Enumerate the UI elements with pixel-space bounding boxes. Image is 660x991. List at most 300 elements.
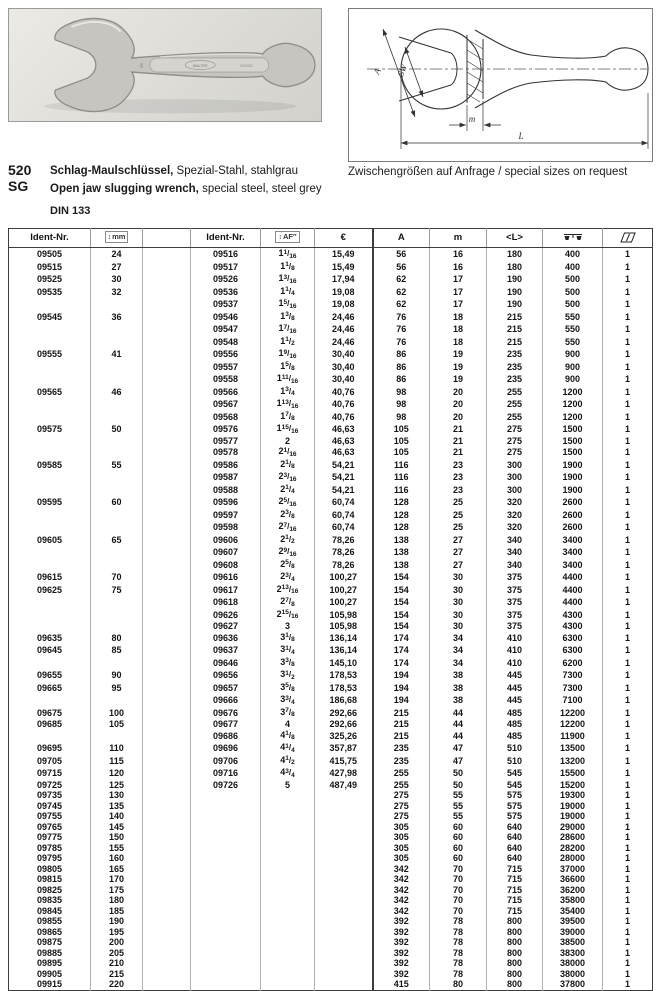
cell-spacer [143,927,191,938]
cell-ident-mm: 09735 [9,790,91,801]
cell-weight-g: 1500 [543,446,603,459]
cell-length: 715 [487,906,543,917]
cell-pack-qty: 1 [624,811,630,821]
table-row [9,742,653,755]
table-row [9,657,653,670]
cell-length: 445 [487,669,543,682]
cell-size-inch: 3$^1$/2 [261,669,315,682]
cell-dim-m: 21 [430,423,487,436]
size-mm-unit-box [105,231,129,243]
table-row [9,948,653,959]
cell-length: 485 [487,730,543,743]
cell-size-inch: 5 [261,780,315,791]
cell-pack-qty: 1 [624,790,630,800]
cell-price-eur: 105,98 [315,609,373,622]
cell-ident-mm: 09825 [9,885,91,896]
cell-spacer [143,521,191,534]
cell-pack-qty: 1 [624,755,630,766]
cell-ident-mm [9,446,91,459]
cell-dim-a: 105 [373,423,430,436]
cell-ident-inch: 09536 [191,286,261,299]
cell-ident-inch: 09587 [191,471,261,484]
cell-ident-inch [191,790,261,801]
cell-ident-inch: 09548 [191,336,261,349]
cell-pack-qty: 1 [624,707,630,718]
cell-length: 275 [487,446,543,459]
cell-size-inch: 2$^5$/16 [261,496,315,509]
cell-pack-qty: 1 [624,779,630,790]
cell-dim-m: 25 [430,521,487,534]
cell-ident-mm [9,559,91,572]
cell-price-eur: 325,26 [315,730,373,743]
cell-size-mm [91,509,143,522]
cell-size-mm: 65 [91,534,143,547]
table-row [9,509,653,522]
cell-size-mm: 215 [91,969,143,980]
cell-price-eur [315,916,373,927]
cell-size-mm: 200 [91,937,143,948]
cell-size-inch [261,843,315,854]
cell-dim-a: 76 [373,323,430,336]
cell-length: 485 [487,707,543,720]
dim-label-m: m [468,114,476,124]
table-row [9,261,653,274]
cell-dim-m: 27 [430,534,487,547]
header-price-eur: € [315,229,373,248]
cell-dim-a: 154 [373,596,430,609]
cell-ident-inch: 09598 [191,521,261,534]
cell-weight-g: 1500 [543,436,603,447]
cell-dim-a: 62 [373,286,430,299]
cell-size-mm: 27 [91,261,143,274]
header-ident-mm: Ident-Nr. [9,229,91,248]
cell-size-mm: 145 [91,822,143,833]
cell-length: 575 [487,790,543,801]
table-row [9,843,653,854]
cell-ident-mm [9,657,91,670]
product-title-en [50,180,322,198]
cell-dim-m: 20 [430,398,487,411]
cell-pack-qty: 1 [624,274,630,284]
cell-dim-a: 275 [373,811,430,822]
cell-size-inch: 1$^5$/16 [261,298,315,311]
table-row [9,496,653,509]
header-weight [543,229,603,248]
cell-ident-inch: 09626 [191,609,261,622]
cell-ident-mm: 09895 [9,958,91,969]
cell-dim-m: 17 [430,273,487,286]
cell-weight-g: 400 [543,248,603,261]
cell-spacer [143,398,191,411]
header-size-mm [91,229,143,248]
cell-price-eur [315,822,373,833]
cell-ident-inch: 09526 [191,273,261,286]
cell-size-inch [261,895,315,906]
cell-price-eur: 136,14 [315,632,373,645]
cell-dim-m: 50 [430,767,487,780]
cell-dim-a: 138 [373,546,430,559]
dimension-drawing [348,8,653,162]
cell-ident-inch [191,948,261,959]
cell-size-inch [261,916,315,927]
cell-weight-g: 38000 [543,958,603,969]
cell-size-mm [91,398,143,411]
cell-size-mm [91,298,143,311]
cell-dim-m: 25 [430,509,487,522]
cell-price-eur [315,801,373,812]
cell-price-eur: 30,40 [315,361,373,374]
cell-price-eur: 105,98 [315,621,373,632]
cell-ident-inch: 09517 [191,261,261,274]
cell-size-mm: 41 [91,348,143,361]
cell-pack-qty: 1 [624,324,630,334]
cell-ident-mm: 09635 [9,632,91,645]
cell-length: 715 [487,885,543,896]
table-row [9,906,653,917]
cell-dim-a: 174 [373,644,430,657]
cell-size-mm: 120 [91,767,143,780]
cell-length: 485 [487,719,543,730]
cell-ident-mm: 09705 [9,755,91,768]
cell-dim-m: 38 [430,682,487,695]
cell-ident-mm [9,596,91,609]
cell-ident-mm [9,361,91,374]
cell-ident-inch: 09666 [191,694,261,707]
cell-dim-m: 70 [430,885,487,896]
cell-price-eur: 24,46 [315,311,373,324]
cell-weight-g: 2600 [543,496,603,509]
cell-dim-a: 98 [373,398,430,411]
cell-ident-inch [191,853,261,864]
cell-ident-inch: 09608 [191,559,261,572]
cell-size-inch [261,874,315,885]
table-row [9,644,653,657]
cell-dim-m: 80 [430,979,487,990]
cell-dim-a: 342 [373,874,430,885]
cell-spacer [143,906,191,917]
cell-length: 255 [487,386,543,399]
table-row [9,373,653,386]
cell-dim-m: 44 [430,719,487,730]
cell-price-eur: 136,14 [315,644,373,657]
cell-dim-a: 305 [373,822,430,833]
cell-pack-qty: 1 [624,447,630,457]
cell-price-eur: 78,26 [315,559,373,572]
cell-length: 320 [487,509,543,522]
cell-ident-mm: 09615 [9,571,91,584]
cell-dim-m: 50 [430,780,487,791]
cell-weight-g: 11900 [543,730,603,743]
cell-weight-g: 900 [543,348,603,361]
cell-dim-m: 17 [430,298,487,311]
cell-ident-inch: 09646 [191,657,261,670]
cell-pack-qty: 1 [624,424,630,434]
cell-size-mm: 175 [91,885,143,896]
cell-weight-g: 550 [543,323,603,336]
cell-price-eur: 46,63 [315,436,373,447]
cell-size-mm: 36 [91,311,143,324]
cell-ident-mm: 09695 [9,742,91,755]
cell-dim-a: 154 [373,609,430,622]
cell-spacer [143,496,191,509]
cell-price-eur: 46,63 [315,446,373,459]
header-dim-a: A [373,229,430,248]
cell-spacer [143,298,191,311]
cell-ident-mm [9,471,91,484]
cell-length: 445 [487,694,543,707]
table-row [9,571,653,584]
cell-size-mm [91,621,143,632]
cell-weight-g: 6300 [543,644,603,657]
cell-dim-a: 128 [373,496,430,509]
cell-length: 215 [487,311,543,324]
cell-ident-mm: 09645 [9,644,91,657]
cell-spacer [143,694,191,707]
cell-size-inch: 4 [261,719,315,730]
cell-weight-g: 39500 [543,916,603,927]
cell-weight-g: 13500 [543,742,603,755]
cell-pack-qty: 1 [624,621,630,631]
cell-weight-g: 500 [543,298,603,311]
cell-size-mm: 195 [91,927,143,938]
cell-dim-m: 47 [430,742,487,755]
cell-ident-inch [191,811,261,822]
cell-size-mm: 190 [91,916,143,927]
table-row [9,694,653,707]
cell-pack-qty: 1 [624,597,630,607]
cell-size-mm [91,730,143,743]
cell-ident-mm [9,411,91,424]
cell-size-mm [91,361,143,374]
cell-length: 320 [487,496,543,509]
cell-weight-g: 13200 [543,755,603,768]
cell-pack-qty: 1 [624,497,630,507]
cell-size-inch [261,979,315,990]
cell-size-inch [261,790,315,801]
cell-size-inch [261,927,315,938]
cell-weight-g: 2600 [543,521,603,534]
cell-pack-qty: 1 [624,349,630,359]
cell-ident-mm: 09585 [9,459,91,472]
table-row [9,436,653,447]
cell-ident-inch: 09716 [191,767,261,780]
product-title-de [50,162,322,180]
cell-dim-m: 78 [430,937,487,948]
cell-ident-inch: 09516 [191,248,261,261]
cell-ident-mm: 09905 [9,969,91,980]
table-row [9,609,653,622]
table-row [9,832,653,843]
cell-ident-inch: 09627 [191,621,261,632]
cell-ident-mm: 09655 [9,669,91,682]
cell-spacer [143,286,191,299]
cell-ident-mm: 09565 [9,386,91,399]
table-row [9,790,653,801]
cell-size-inch: 1$^7$/16 [261,323,315,336]
cell-length: 275 [487,436,543,447]
cell-size-inch: 2$^3$/4 [261,571,315,584]
cell-weight-g: 4400 [543,571,603,584]
cell-weight-g: 28200 [543,843,603,854]
cell-size-mm: 30 [91,273,143,286]
cell-size-inch: 4$^3$/4 [261,767,315,780]
cell-ident-inch: 09577 [191,436,261,447]
cell-dim-a: 392 [373,927,430,938]
cell-price-eur [315,832,373,843]
cell-size-inch: 2$^7$/8 [261,596,315,609]
cell-pack-qty: 1 [624,435,630,446]
cell-pack-qty: 1 [624,472,630,482]
cell-size-inch: 1$^{11}$/16 [261,373,315,386]
cell-weight-g: 12200 [543,719,603,730]
cell-ident-inch [191,864,261,875]
cell-dim-a: 255 [373,780,430,791]
cell-ident-inch [191,895,261,906]
cell-weight-g: 900 [543,361,603,374]
cell-dim-a: 174 [373,632,430,645]
cell-pack-qty: 1 [624,547,630,557]
cell-ident-inch: 09568 [191,411,261,424]
cell-size-mm: 85 [91,644,143,657]
cell-pack-qty: 1 [624,695,630,705]
cell-size-inch: 2$^5$/8 [261,559,315,572]
cell-size-mm: 105 [91,719,143,730]
cell-ident-mm: 09835 [9,895,91,906]
cell-length: 320 [487,521,543,534]
cell-size-inch: 2$^9$/16 [261,546,315,559]
cell-pack-qty: 1 [624,874,630,884]
cell-price-eur [315,885,373,896]
cell-size-inch [261,885,315,896]
cell-pack-qty: 1 [624,800,630,811]
cell-size-mm [91,694,143,707]
cell-spacer [143,755,191,768]
cell-dim-a: 275 [373,801,430,812]
cell-price-eur: 30,40 [315,373,373,386]
header-spacer [143,229,191,248]
cell-size-mm [91,609,143,622]
cell-pack-qty: 1 [624,559,630,570]
cell-spacer [143,273,191,286]
cell-size-mm: 95 [91,682,143,695]
cell-size-mm: 185 [91,906,143,917]
cell-size-inch: 1$^3$/16 [261,273,315,286]
cell-ident-mm [9,609,91,622]
table-row [9,534,653,547]
cell-dim-a: 305 [373,832,430,843]
cell-length: 800 [487,979,543,990]
cell-pack-qty: 1 [624,947,630,958]
cell-spacer [143,248,191,261]
cell-price-eur: 15,49 [315,248,373,261]
table-row [9,874,653,885]
table-row [9,398,653,411]
cell-length: 510 [487,742,543,755]
cell-weight-g: 1200 [543,411,603,424]
cell-ident-mm [9,621,91,632]
cell-length: 275 [487,423,543,436]
cell-pack-qty: 1 [624,645,630,655]
table-row [9,811,653,822]
cell-dim-m: 55 [430,811,487,822]
special-sizes-note: Zwischengrößen auf Anfrage / special sizes on request [348,166,628,178]
cell-dim-m: 44 [430,707,487,720]
cell-ident-mm: 09755 [9,811,91,822]
cell-size-mm [91,436,143,447]
cell-pack-qty: 1 [624,979,630,989]
cell-size-inch: 1$^1$/2 [261,336,315,349]
cell-spacer [143,609,191,622]
cell-size-inch: 1$^7$/8 [261,411,315,424]
cell-price-eur: 24,46 [315,323,373,336]
cell-spacer [143,937,191,948]
cell-ident-mm [9,398,91,411]
table-row [9,521,653,534]
cell-pack-qty: 1 [624,361,630,372]
cell-size-mm: 46 [91,386,143,399]
wrench-photo-illustration [9,9,321,121]
table-row [9,361,653,374]
cell-spacer [143,843,191,854]
cell-pack-qty: 1 [624,399,630,409]
cell-ident-inch [191,927,261,938]
header-length: <L> [487,229,543,248]
cell-dim-a: 154 [373,571,430,584]
size-mm-unit-label: mm [112,232,126,242]
cell-spacer [143,853,191,864]
cell-ident-mm: 09915 [9,979,91,990]
cell-size-mm: 165 [91,864,143,875]
cell-size-mm: 60 [91,496,143,509]
table-row [9,730,653,743]
cell-price-eur: 15,49 [315,261,373,274]
cell-size-inch: 2$^{13}$/16 [261,584,315,597]
cell-size-mm [91,336,143,349]
cell-size-mm [91,521,143,534]
cell-size-inch: 3$^1$/8 [261,632,315,645]
cell-weight-g: 28000 [543,853,603,864]
cell-length: 375 [487,596,543,609]
table-row [9,682,653,695]
cell-price-eur: 415,75 [315,755,373,768]
header-ident-inch: Ident-Nr. [191,229,261,248]
cell-ident-inch [191,906,261,917]
cell-size-inch: 2$^7$/16 [261,521,315,534]
cell-spacer [143,509,191,522]
cell-pack-qty: 1 [624,937,630,947]
cell-dim-m: 60 [430,822,487,833]
cell-dim-m: 70 [430,895,487,906]
cell-size-inch: 1$^9$/16 [261,348,315,361]
cell-size-mm [91,411,143,424]
cell-dim-m: 60 [430,832,487,843]
cell-dim-a: 86 [373,361,430,374]
cell-pack-qty: 1 [624,916,630,926]
cell-size-mm: 32 [91,286,143,299]
cell-dim-a: 86 [373,348,430,361]
table-row [9,864,653,875]
cell-pack-qty: 1 [624,584,630,595]
cell-ident-inch: 09677 [191,719,261,730]
cell-ident-mm [9,509,91,522]
table-row [9,311,653,324]
cell-length: 410 [487,657,543,670]
cell-dim-a: 235 [373,755,430,768]
cell-size-mm: 100 [91,707,143,720]
cell-price-eur: 186,68 [315,694,373,707]
cell-ident-mm: 09845 [9,906,91,917]
cell-dim-m: 70 [430,906,487,917]
